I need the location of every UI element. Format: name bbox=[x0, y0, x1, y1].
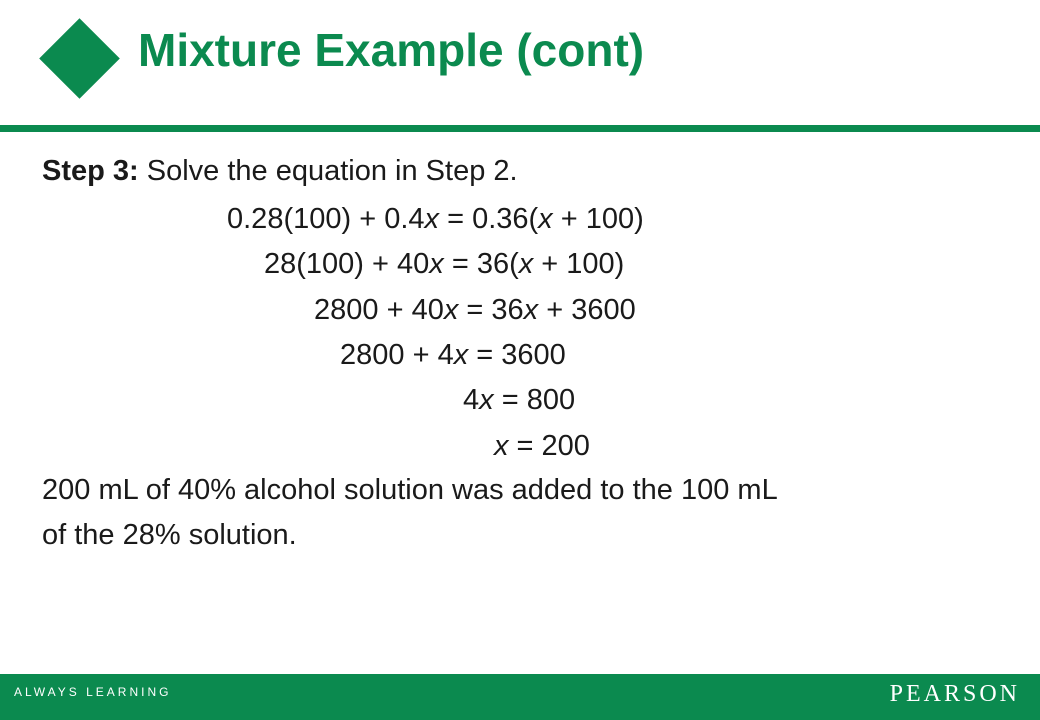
equation-line-2 bbox=[264, 243, 624, 285]
step-label: Step 3: bbox=[42, 155, 139, 187]
step-instruction: Solve the equation in Step 2. bbox=[138, 155, 518, 187]
publisher-logo: PEARSON bbox=[889, 681, 1020, 707]
diamond-bullet-icon bbox=[39, 18, 120, 99]
equation-5-segment: 4 bbox=[463, 384, 480, 416]
equation-4-segment: = 3600 bbox=[468, 339, 566, 371]
title-divider bbox=[0, 125, 1040, 132]
equation-2-segment: = 36( bbox=[443, 248, 519, 280]
footer-tagline: ALWAYS LEARNING bbox=[14, 685, 172, 699]
footer-bar bbox=[0, 674, 1040, 720]
equation-4-segment: 2800 + 4 bbox=[340, 339, 454, 371]
equation-line-6 bbox=[494, 425, 590, 467]
equation-6-segment: = 200 bbox=[508, 430, 590, 462]
equation-3-segment: = 36 bbox=[458, 294, 524, 326]
equation-2-variable: x bbox=[429, 248, 444, 280]
equation-1-variable: x bbox=[538, 203, 553, 235]
equation-2-segment: 28(100) + 40 bbox=[264, 248, 430, 280]
equation-6-variable: x bbox=[494, 430, 509, 462]
equation-5-segment: = 800 bbox=[493, 384, 576, 416]
equation-3-variable: x bbox=[443, 294, 459, 326]
conclusion-line-1: 200 mL of 40% alcohol solution was added to the 100 mL bbox=[42, 474, 778, 506]
equation-line-3 bbox=[314, 289, 636, 331]
conclusion-line-2: of the 28% solution. bbox=[42, 519, 297, 551]
equation-2-variable: x bbox=[518, 248, 534, 280]
equation-line-5 bbox=[463, 379, 575, 421]
equation-1-variable: x bbox=[424, 203, 440, 235]
equation-3-segment: + 3600 bbox=[538, 294, 636, 326]
equation-5-variable: x bbox=[479, 384, 494, 416]
slide-title: Mixture Example (cont) bbox=[138, 24, 645, 76]
equation-line-1 bbox=[227, 198, 644, 240]
equation-2-segment: + 100) bbox=[533, 248, 625, 280]
equation-3-segment: 2800 + 40 bbox=[314, 294, 444, 326]
equation-1-segment: 0.28(100) + 0.4 bbox=[227, 203, 425, 235]
step-line bbox=[42, 150, 518, 192]
equation-3-variable: x bbox=[523, 294, 539, 326]
equation-1-segment: + 100) bbox=[552, 203, 644, 235]
equation-4-variable: x bbox=[453, 339, 469, 371]
equation-line-4 bbox=[340, 334, 566, 376]
equation-1-segment: = 0.36( bbox=[439, 203, 539, 235]
